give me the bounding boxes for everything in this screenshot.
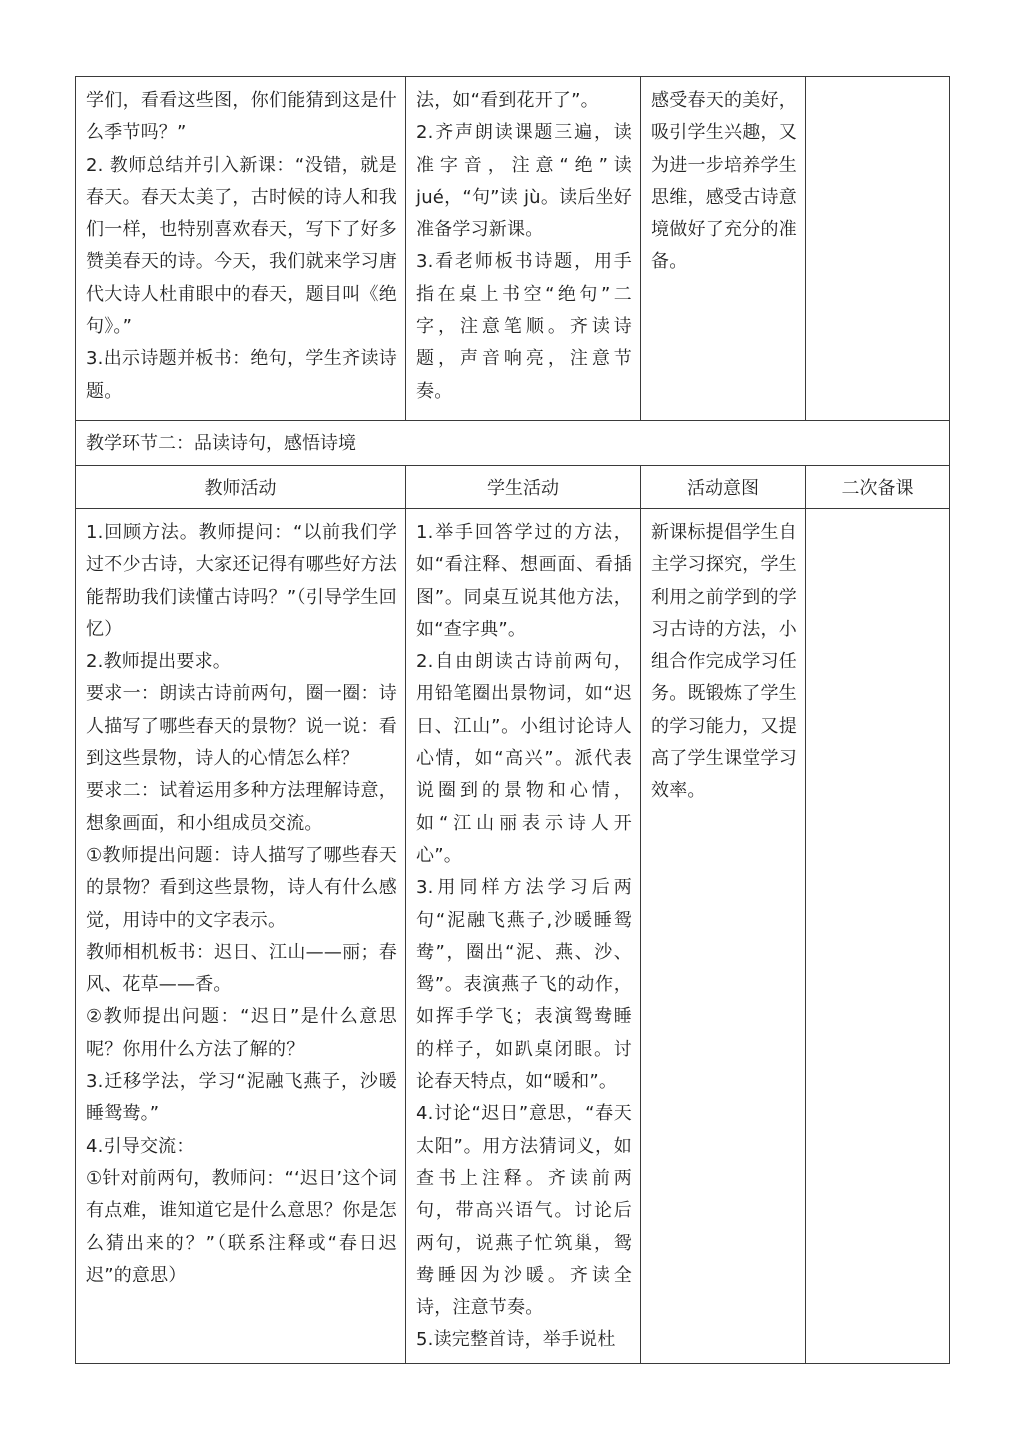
paragraph: 2.教师提出要求。	[86, 651, 231, 673]
header-row	[76, 466, 950, 509]
paragraph: 新课标提倡学生自主学习探究，学生利用之前学到的学习古诗的方法，小组合作完成学习任务。既锻炼了学生的学习能力，又提高了学生课堂学习效率。	[651, 522, 797, 802]
second-prep-cell	[806, 77, 950, 421]
section-title: 教学环节二：品读诗句，感悟诗境	[86, 433, 356, 454]
paragraph: 4.讨论“迟日”意思，“春天太阳”。用方法猜词义，如查书上注释。齐读前两句，带高兴语气。讨论后两句，说燕子忙筑巢，鸳鸯睡因为沙暖。齐读全诗，注意节奏。	[416, 1103, 632, 1319]
paragraph: 3.看老师板书诗题，用手指在桌上书空“绝句”二字，注意笔顺。齐读诗题，声音响亮，注意节奏。	[416, 251, 632, 402]
paragraph: 5.读完整首诗，举手说杜	[416, 1329, 616, 1351]
paragraph: 1.回顾方法。教师提问：“以前我们学过不少古诗，大家还记得有哪些好方法能帮助我们读懂古诗吗？”（引导学生回忆）	[86, 522, 397, 640]
paragraph: 学们，看看这些图，你们能猜到这是什么季节吗？”	[86, 90, 397, 144]
lesson-plan-table	[75, 76, 950, 1364]
table-row	[76, 77, 950, 421]
header-teacher: 教师活动	[76, 466, 406, 509]
teacher-activity-cell	[76, 77, 406, 421]
teacher-activity-cell	[76, 509, 406, 1364]
activity-intent-cell	[641, 509, 806, 1364]
paragraph: ①教师提出问题：诗人描写了哪些春天的景物？看到这些景物，诗人有什么感觉，用诗中的文字表示。	[86, 844, 397, 931]
paragraph: 4.引导交流：	[86, 1135, 195, 1157]
paragraph: 3.出示诗题并板书：绝句，学生齐读诗题。	[86, 348, 397, 402]
paragraph: 3.用同样方法学习后两句“泥融飞燕子,沙暖睡鸳鸯”，圈出“泥、燕、沙、鸳”。表演燕子飞的动作，如挥手学飞；表演鸳鸯睡的样子，如趴桌闭眼。讨论春天特点，如“暖和”。	[416, 877, 632, 1093]
activity-intent-cell	[641, 77, 806, 421]
paragraph: 要求二：试着运用多种方法理解诗意，想象画面，和小组成员交流。	[86, 780, 397, 834]
paragraph: 2.齐声朗读课题三遍，读准字音，注意“绝”读 jué，“句”读 jù。读后坐好准备学习新课。	[416, 122, 632, 241]
paragraph: 3.迁移学法，学习“泥融飞燕子，沙暖睡鸳鸯。”	[86, 1071, 397, 1125]
second-prep-cell	[806, 509, 950, 1364]
paragraph: 2. 教师总结并引入新课：“没错，就是春天。春天太美了，古时候的诗人和我们一样，也特别喜欢春天，写下了好多赞美春天的诗。今天，我们就来学习唐代大诗人杜甫眼中的春天，题目叫《绝句》。”	[86, 154, 397, 338]
student-activity-cell	[406, 509, 641, 1364]
paragraph: 1.举手回答学过的方法，如“看注释、想画面、看插图”。同桌互说其他方法，如“查字典”。	[416, 522, 632, 640]
paragraph: 教师相机板书：迟日、江山——丽；春风、花草——香。	[86, 941, 397, 996]
paragraph: 感受春天的美好，吸引学生兴趣，又为进一步培养学生思维，感受古诗意境做好了充分的准备。	[651, 90, 797, 273]
paragraph: 法，如“看到花开了”。	[416, 90, 599, 111]
paragraph: 2.自由朗读古诗前两句，用铅笔圈出景物词，如“迟日、江山”。小组讨论诗人心情，如“高兴”。派代表说圈到的景物和心情，如“江山丽表示诗人开心”。	[416, 651, 632, 866]
table-row	[76, 509, 950, 1364]
section-title-cell	[76, 421, 950, 466]
paragraph: 要求一：朗读古诗前两句，圈一圈：诗人描写了哪些春天的景物？说一说：看到这些景物，诗人的心情怎么样？	[86, 683, 397, 770]
paragraph: ②教师提出问题：“迟日”是什么意思呢？你用什么方法了解的？	[86, 1006, 397, 1060]
header-second: 二次备课	[806, 466, 950, 509]
student-activity-cell	[406, 77, 641, 421]
header-intent: 活动意图	[641, 466, 806, 509]
paragraph: ①针对前两句，教师问：“‘迟日’这个词有点难，谁知道它是什么意思？你是怎么猜出来的？”（联系注释或“春日迟迟”的意思）	[86, 1167, 397, 1286]
section-row	[76, 421, 950, 466]
header-student: 学生活动	[406, 466, 641, 509]
